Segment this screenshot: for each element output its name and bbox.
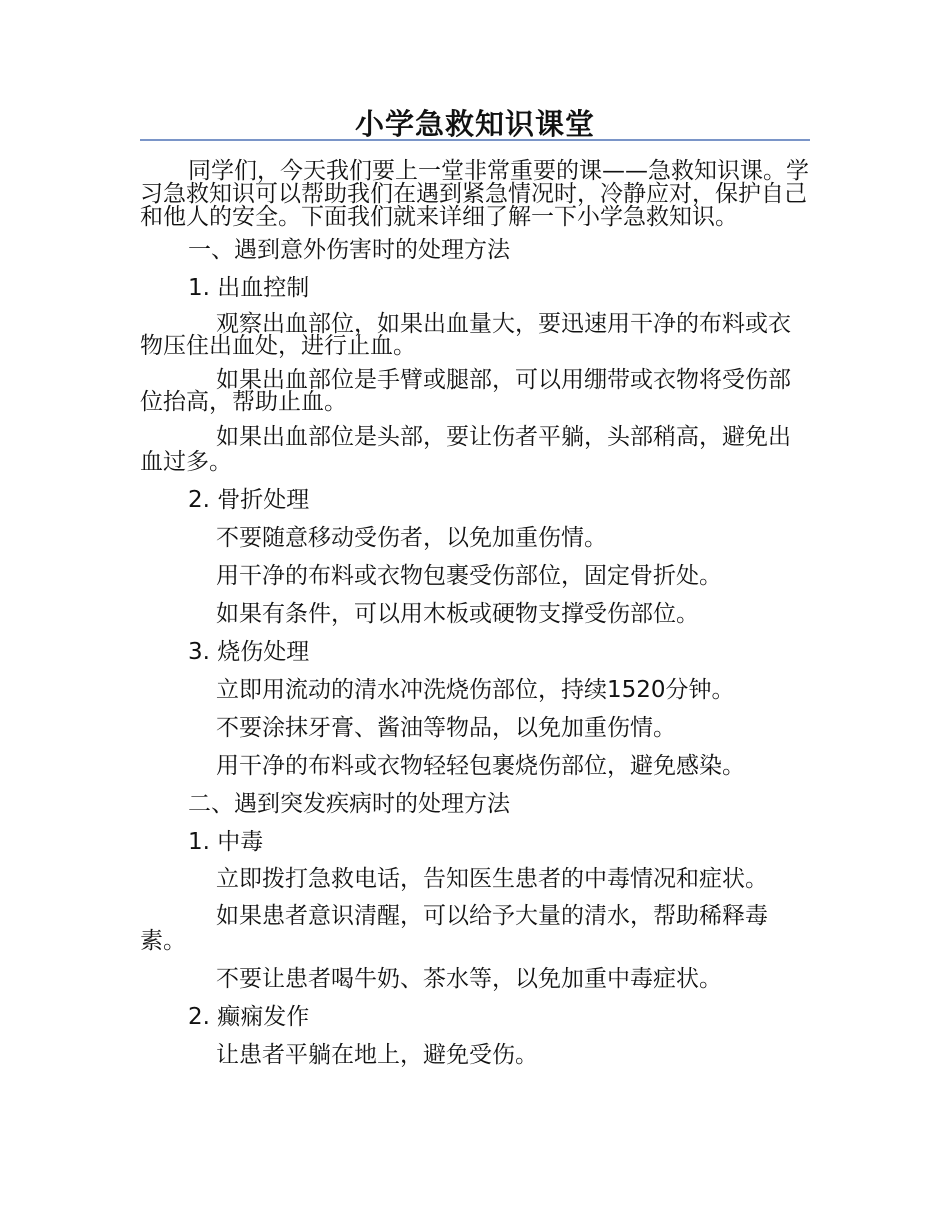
- list-item: 用干净的布料或衣物轻轻包裹烧伤部位，避免感染。: [216, 753, 745, 779]
- list-item: 观察出血部位，如果出血量大，要迅速用干净的布料或衣物压住出血处，进行止血。: [140, 311, 791, 359]
- list-item: 立即用流动的清水冲洗烧伤部位，持续1520分钟。: [216, 677, 735, 703]
- list-item: 如果有条件，可以用木板或硬物支撑受伤部位。: [216, 601, 699, 627]
- list-item: 不要让患者喝牛奶、茶水等，以免加重中毒症状。: [216, 966, 722, 992]
- title-underline: [140, 139, 810, 141]
- subheading-fracture: 2. 骨折处理: [188, 487, 310, 513]
- list-item: 如果出血部位是手臂或腿部，可以用绷带或衣物将受伤部位抬高，帮助止血。: [140, 367, 791, 415]
- document-title: 小学急救知识课堂: [354, 107, 595, 141]
- subheading-poisoning: 1. 中毒: [188, 829, 264, 855]
- list-item: 不要涂抹牙膏、酱油等物品，以免加重伤情。: [216, 715, 676, 741]
- section-heading-sudden-illness: 二、遇到突发疾病时的处理方法: [188, 791, 510, 817]
- list-item: 不要随意移动受伤者，以免加重伤情。: [216, 525, 607, 551]
- subheading-bleeding-control: 1. 出血控制: [188, 275, 310, 301]
- list-item: 如果出血部位是头部，要让伤者平躺，头部稍高，避免出血过多。: [140, 424, 791, 475]
- intro-paragraph: 同学们，今天我们要上一堂非常重要的课——急救知识课。学习急救知识可以帮助我们在遇到紧急情况时，冷静应对，保护自己和他人的安全。下面我们就来详细了解一下小学急救知识。: [140, 158, 809, 230]
- subheading-epilepsy: 2. 癫痫发作: [188, 1004, 310, 1030]
- list-item: 如果患者意识清醒，可以给予大量的清水，帮助稀释毒素。: [140, 903, 768, 954]
- list-item: 让患者平躺在地上，避免受伤。: [216, 1042, 538, 1068]
- list-item: 立即拨打急救电话，告知医生患者的中毒情况和症状。: [216, 866, 768, 892]
- section-heading-accidental-injury: 一、遇到意外伤害时的处理方法: [188, 237, 510, 263]
- document-body: [140, 160, 810, 1080]
- list-item: 用干净的布料或衣物包裹受伤部位，固定骨折处。: [216, 563, 722, 589]
- subheading-burns: 3. 烧伤处理: [188, 639, 310, 665]
